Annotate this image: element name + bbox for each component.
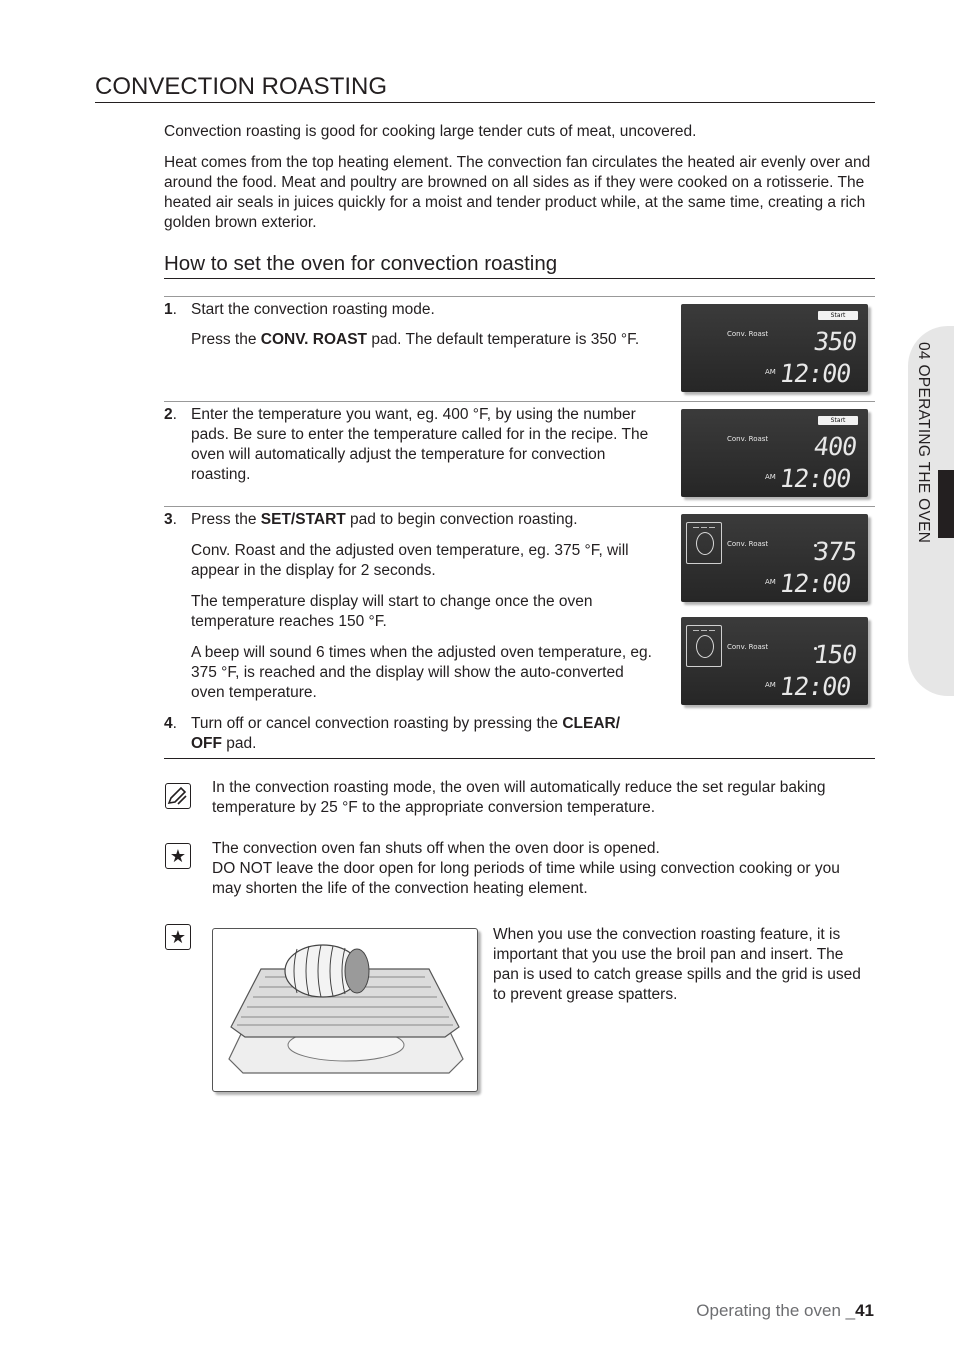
title-rule <box>95 102 875 103</box>
display-am-label: AM <box>765 473 776 481</box>
chapter-tab-marker <box>938 470 954 538</box>
display-mode-label: Conv. Roast <box>727 435 769 443</box>
display-temperature: 150 <box>811 640 859 669</box>
display-mode-label: Conv. Roast <box>727 330 769 338</box>
caution-text-2: DO NOT leave the door open for long periods of time while using convection cooking or you may shorten the life of the convection heating element. <box>212 860 840 897</box>
caution-star-icon: ★ <box>165 843 191 869</box>
display-clock: 12:00 <box>777 359 853 388</box>
display-start-label: Start <box>818 311 858 320</box>
step-4-number: 4. <box>164 715 177 732</box>
display-temperature: 350 <box>811 327 859 356</box>
step-1-instruction: Press the CONV. ROAST pad. The default temperature is 350 °F. <box>191 331 640 348</box>
convection-fan-icon <box>686 625 722 667</box>
oven-display-350 <box>681 304 868 392</box>
broil-pan-illustration <box>212 928 478 1092</box>
display-start-label: Start <box>818 416 858 425</box>
steps-top-rule <box>164 296 875 297</box>
page-title: CONVECTION ROASTING <box>95 73 388 100</box>
step-3-paragraph-3: The temperature display will start to change once the oven temperature reaches 150 °F. <box>191 593 593 630</box>
step-2-number: 2. <box>164 406 177 423</box>
convection-fan-icon <box>686 522 722 564</box>
step-4-instruction: Turn off or cancel convection roasting by pressing the CLEAR/ OFF pad. <box>191 715 621 752</box>
intro-paragraph-1: Convection roasting is good for cooking large tender cuts of meat, uncovered. <box>164 123 697 140</box>
display-clock: 12:00 <box>777 672 853 701</box>
display-clock: 12:00 <box>777 569 853 598</box>
display-am-label: AM <box>765 578 776 586</box>
step-3-instruction: Press the SET/START pad to begin convection roasting. <box>191 511 578 528</box>
step-3-number: 3. <box>164 511 177 528</box>
display-am-label: AM <box>765 681 776 689</box>
display-mode-label: Conv. Roast <box>727 540 769 548</box>
display-temperature: 400 <box>811 432 859 461</box>
caution-text-1: The convection oven fan shuts off when the oven door is opened. <box>212 840 660 857</box>
steps-bottom-rule <box>164 758 875 759</box>
step-1-number: 1. <box>164 301 177 318</box>
oven-display-150 <box>681 617 868 705</box>
display-mode-label: Conv. Roast <box>727 643 769 651</box>
step-3-paragraph-2: Conv. Roast and the adjusted oven temperature, eg. 375 °F, will appear in the display for 2 seconds. <box>191 542 629 579</box>
display-clock: 12:00 <box>777 464 853 493</box>
oven-display-400 <box>681 409 868 497</box>
step-3-paragraph-4: A beep will sound 6 times when the adjusted oven temperature, eg. 375 °F, is reached and the display will show the auto-converted oven temperature. <box>191 644 652 701</box>
note-pencil-icon <box>165 783 191 809</box>
broil-pan-note-text: When you use the convection roasting feature, it is important that you use the broil pan and insert. The pan is used to catch grease spills and the grid is used to prevent grease spatters. <box>493 926 861 1003</box>
note-text: In the convection roasting mode, the oven will automatically reduce the set regular baking temperature by 25 °F to the appropriate conversion temperature. <box>212 779 826 816</box>
step-1-text: Start the convection roasting mode. <box>191 301 435 318</box>
intro-paragraph-2: Heat comes from the top heating element. The convection fan circulates the heated air evenly over and around the food. Meat and poultry are browned on all sides as if they were cooked on a rotisserie. The heated air seals in juices quickly for a moist and tender product while, at the same time, creating a rich golden brown exterior. <box>164 154 871 231</box>
step-divider <box>164 506 875 507</box>
section-heading: How to set the oven for convection roasting <box>164 252 558 275</box>
step-2-text: Enter the temperature you want, eg. 400 °F, by using the number pads. Be sure to enter the temperature called for in the recipe. The oven will automatically adjust the temperature for convection roasting. <box>191 406 649 483</box>
step-divider <box>164 401 875 402</box>
page-footer: Operating the oven _41 <box>696 1301 874 1320</box>
chapter-tab-label: 04 OPERATING THE OVEN <box>915 342 932 544</box>
display-temperature: 375 <box>811 537 859 566</box>
section-rule <box>164 278 875 279</box>
oven-display-375 <box>681 514 868 602</box>
page-number: 41 <box>855 1301 874 1320</box>
display-am-label: AM <box>765 368 776 376</box>
caution-star-icon: ★ <box>165 924 191 950</box>
